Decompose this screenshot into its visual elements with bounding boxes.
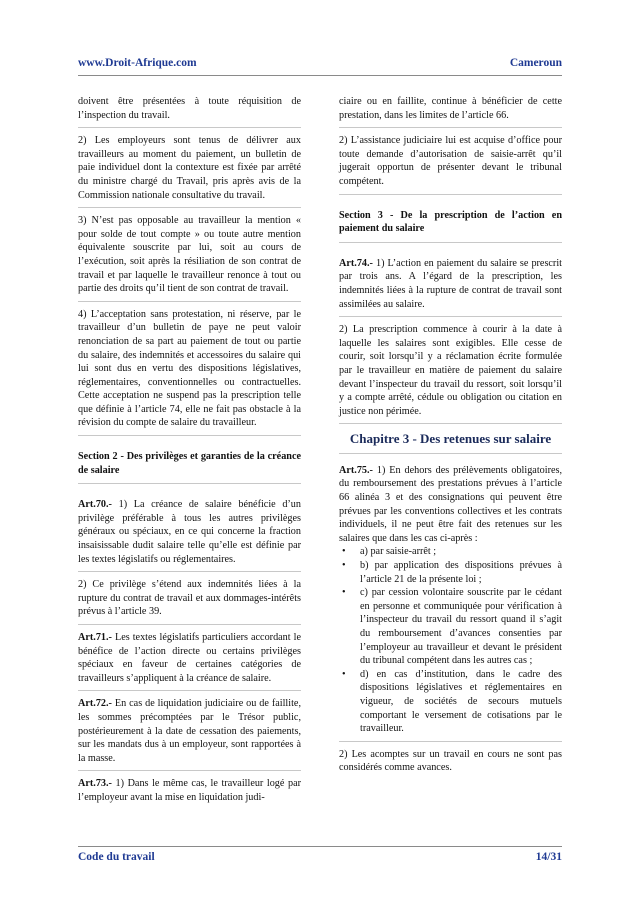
header-rule: [78, 75, 562, 76]
paragraph: doivent être présentées à toute réquisition de l’inspection du travail.: [78, 96, 301, 121]
footer-rule: [78, 846, 562, 847]
article-75: [339, 464, 562, 546]
divider: [78, 127, 301, 128]
article-text: 1) Dans le même cas, le travailleur logé par l’employeur avant la mise en liquidation judi-: [78, 778, 301, 803]
page-number: 14/31: [535, 851, 562, 863]
bullet-list: [339, 545, 562, 735]
left-column: [78, 95, 301, 805]
paragraph: 2) Les acomptes sur un travail en cours ne sont pas considérés comme avances.: [339, 748, 562, 774]
bullet-icon: •: [342, 560, 346, 572]
header-country: Cameroun: [509, 57, 562, 69]
header-site[interactable]: www.Droit-Afrique.com: [78, 57, 197, 69]
list-item: • a) par saisie-arrêt ;: [342, 546, 437, 558]
section-heading: Section 2 - Des privilèges et garanties de la créance de salaire: [78, 451, 301, 476]
divider: [339, 423, 562, 424]
section-heading: Section 3 - De la prescription de l’action en paiement du salaire: [339, 209, 562, 235]
divider: [78, 770, 301, 771]
divider: [78, 435, 301, 436]
divider: [339, 127, 562, 128]
article-71: [78, 631, 301, 685]
footer-title: Code du travail: [78, 851, 155, 863]
article-text: 1) En dehors des prélèvements obligatoires, du remboursement des prestations prévues à l’article 66 alinéa 3 et des consignations qui peuvent être prévues par les conventions collectives et les contrats individuels, il ne peut être fait des retenues sur les salaires que dans les cas ci-après :: [339, 464, 562, 544]
divider: [78, 690, 301, 691]
article-72: [78, 697, 301, 765]
divider: [78, 571, 301, 572]
article-label: Art.73.-: [78, 778, 112, 790]
page-header: [78, 57, 562, 73]
list-item: • c) par cession volontaire souscrite par le cédant en personne et communiquée pour vérification à l’inspecteur du travail du ressort quand il s’agit du remboursement d’avances consenties par l’employeur au travailleur et devant le président du tribunal compétent dans les autres cas ;: [342, 587, 562, 667]
divider: [339, 741, 562, 742]
list-item: • d) en cas d’institution, dans le cadre des dispositions législatives et réglementaires en vigueur, de sociétés de secours mutuels comportant le versement de cotisations par le travailleur.: [342, 668, 562, 735]
article-74: [339, 257, 562, 311]
chapter-heading: Chapitre 3 - Des retenues sur salaire: [349, 431, 552, 447]
paragraph: 4) L’acceptation sans protestation, ni réserve, par le travailleur d’un bulletin de paye ne peut valoir renonciation de sa part au paiement de tout ou partie du salaire, des indemnités et accessoires du salaire qui lui sont dus en vertu des dispositions législatives, réglementaires, conventionnelles ou contractuelles. Cette acceptation ne suspend pas la prescription telle que définie à l’article 74, elle ne fait pas obstacle à la révision du compte de salaire du travailleur.: [78, 308, 301, 429]
article-73: [78, 777, 301, 804]
paragraph: ciaire ou en faillite, continue à bénéficier de cette prestation, dans les limites de l’article 66.: [339, 96, 562, 121]
divider: [78, 301, 301, 302]
paragraph: 2) Les employeurs sont tenus de délivrer aux travailleurs au moment du paiement, un bulletin de paie individuel dont la contexture est fixée par arrêté du ministre chargé du Travail, pris après avis de la Commission nationale consultative du travail.: [78, 135, 301, 201]
bullet-icon: •: [342, 546, 346, 558]
paragraph: 3) N’est pas opposable au travailleur la mention « pour solde de tout compte » ou toute autre mention équivalente souscrite par lui, soit au cours de l’exécution, soit après la résiliation de son contrat de travail et par laquelle le travailleur renonce à tout ou partie des droits qu’il tient de son contrat de travail.: [78, 215, 301, 295]
article-label: Art.72.-: [78, 698, 112, 710]
article-label: Art.75.-: [339, 464, 373, 476]
right-column: [339, 95, 562, 775]
article-70: [78, 498, 301, 566]
article-text: 1) L’action en paiement du salaire se prescrit par trois ans. A l’égard de la prescription, les indemnités liées à la rupture de contrat de travail sont assimilées au salaire.: [339, 257, 562, 310]
divider: [78, 483, 301, 484]
article-text: 1) La créance de salaire bénéficie d’un privilège préférable à tous les autres privilèges généraux ou spéciaux, en ce qui concerne la fraction insaisissable dudit salaire telle qu’elle est définie par les textes législatifs ou réglementaires.: [78, 499, 301, 565]
divider: [78, 207, 301, 208]
divider: [339, 242, 562, 243]
article-label: Art.71.-: [78, 632, 112, 643]
list-item: • b) par application des dispositions prévues à l’article 21 de la présente loi ;: [342, 560, 562, 585]
article-label: Art.74.-: [339, 257, 373, 269]
divider: [339, 194, 562, 195]
paragraph: 2) Ce privilège s’étend aux indemnités liées à la rupture du contrat de travail et aux dommages-intérêts prévus à l’article 39.: [78, 579, 301, 618]
page-footer: [78, 851, 562, 867]
divider: [339, 453, 562, 454]
article-label: Art.70.-: [78, 499, 112, 511]
paragraph: 2) La prescription commence à courir à la date à laquelle les salaires sont exigibles. Elle cesse de courir, soit lorsqu’il y a réclamation écrite formulée par le travailleur en matière de paiement du salaire devant l’inspecteur du travail du ressort, soit lorsqu’il y a compte arrêté, cédule ou obligation ou citation en justice non périmée.: [339, 324, 562, 417]
divider: [339, 316, 562, 317]
article-text: En cas de liquidation judiciaire ou de faillite, les sommes précomptées par le Trésor public, postérieurement à la date de cessation des paiements, sur les mandats dus à un employeur, sont rapportées à la masse.: [78, 698, 301, 764]
bullet-icon: •: [342, 587, 346, 599]
article-text: Les textes législatifs particuliers accordant le bénéfice de l’action directe ou certains privilèges spéciaux en faveur de certaines catégories de travailleurs s’appliquent à la créance de salaire.: [78, 632, 301, 684]
divider: [78, 624, 301, 625]
paragraph: 2) L’assistance judiciaire lui est acquise d’office pour toute demande d’autorisation de saisie-arrêt qu’il jugerait opportun de présenter devant le tribunal compétent.: [339, 135, 562, 187]
bullet-icon: •: [342, 668, 346, 680]
